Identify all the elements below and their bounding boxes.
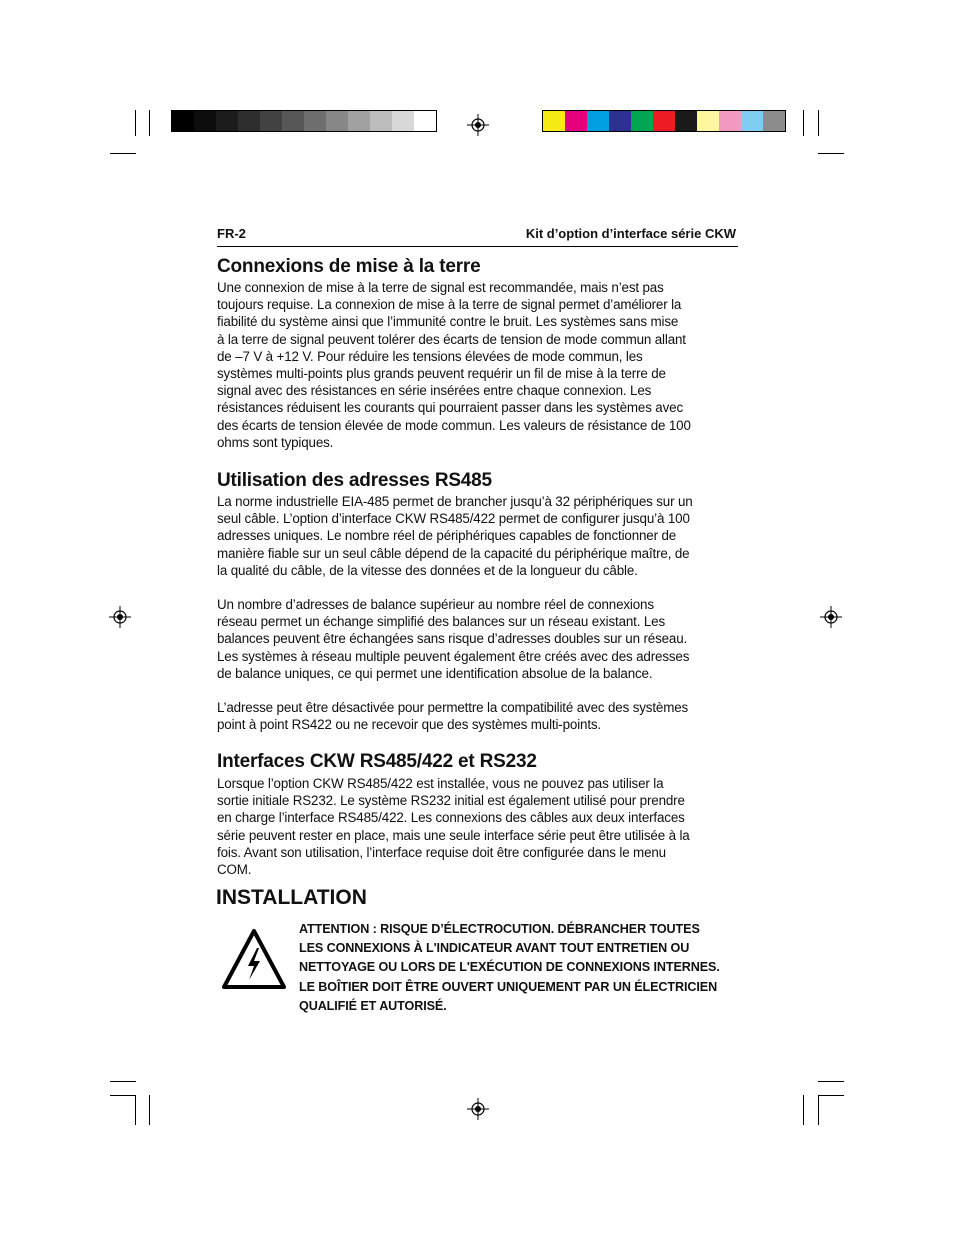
- color-swatch: [565, 111, 587, 131]
- crop-mark: [110, 1095, 136, 1096]
- crop-mark: [818, 1095, 819, 1125]
- color-calibration-strip: [542, 110, 786, 132]
- color-swatch: [172, 111, 194, 131]
- color-swatch: [543, 111, 565, 131]
- color-swatch: [631, 111, 653, 131]
- crop-mark: [818, 1081, 844, 1082]
- color-swatch: [194, 111, 216, 131]
- color-swatch: [260, 111, 282, 131]
- color-swatch: [414, 111, 436, 131]
- color-swatch: [653, 111, 675, 131]
- registration-target-icon: [467, 1098, 489, 1120]
- registration-target-icon: [467, 114, 489, 136]
- paragraph: La norme industrielle EIA-485 permet de brancher jusqu’à 32 périphériques sur un seul câble. L’option d’interface CKW RS485/422 permet de configurer jusqu’à 100 adresses uniques. Le nombre réel de périphériques capables de fonctionner de manière fiable sur un seul câble dépend de la capacité du périphérique maître, de la qualité du câble, de la vitesse des données et de la longueur du câble.: [217, 494, 693, 578]
- installation-title: INSTALLATION: [216, 886, 367, 909]
- color-swatch: [763, 111, 785, 131]
- electrical-warning-text: ATTENTION : RISQUE D’ÉLECTROCUTION. DÉBRANCHER TOUTES LES CONNEXIONS À L'INDICATEUR AVANT TOUT ENTRETIEN OU NETTOYAGE OU LORS DE L'EXÉCUTION DE CONNEXIONS INTERNES. LE BOÎTIER DOIT ÊTRE OUVERT UNIQUEMENT PAR UN ÉLECTRICIEN QUALIFIÉ ET AUTORISÉ.: [299, 922, 720, 1013]
- color-swatch: [304, 111, 326, 131]
- gray-calibration-strip: [171, 110, 437, 132]
- crop-mark: [803, 110, 804, 136]
- paragraph: Lorsque l’option CKW RS485/422 est installée, vous ne pouvez pas utiliser la sortie initiale RS232. Le système RS232 initial est également utilisé pour prendre en charge l’interface RS485/422. Les connexions des câbles aux deux interfaces série peuvent rester en place, mais une seule interface série peut être utilisée à la fois. Avant son utilisation, l’interface requise doit être configurée dans le menu COM.: [217, 776, 690, 878]
- color-swatch: [609, 111, 631, 131]
- crop-mark: [135, 1095, 136, 1125]
- page-number: FR-2: [217, 226, 246, 241]
- running-title: Kit d’option d’interface série CKW: [525, 226, 736, 241]
- page-header: [217, 224, 738, 247]
- color-swatch: [392, 111, 414, 131]
- color-swatch: [587, 111, 609, 131]
- section-title-rs485-addresses: Utilisation des adresses RS485: [217, 470, 492, 491]
- crop-mark: [110, 1081, 136, 1082]
- color-swatch: [326, 111, 348, 131]
- crop-mark: [135, 110, 136, 136]
- color-swatch: [697, 111, 719, 131]
- color-swatch: [348, 111, 370, 131]
- color-swatch: [741, 111, 763, 131]
- color-swatch: [675, 111, 697, 131]
- color-swatch: [282, 111, 304, 131]
- color-swatch: [719, 111, 741, 131]
- registration-target-icon: [109, 606, 131, 628]
- crop-mark: [149, 110, 150, 136]
- paragraph: L’adresse peut être désactivée pour permettre la compatibilité avec des systèmes point à point RS422 ou ne recevoir que des systèmes multi-points.: [217, 700, 689, 733]
- electrical-hazard-icon: [221, 928, 287, 990]
- crop-mark: [818, 153, 844, 154]
- color-swatch: [216, 111, 238, 131]
- crop-mark: [110, 153, 136, 154]
- crop-mark: [818, 1095, 844, 1096]
- registration-target-icon: [820, 606, 842, 628]
- crop-mark: [149, 1095, 150, 1125]
- crop-mark: [818, 110, 819, 136]
- color-swatch: [370, 111, 392, 131]
- paragraph: Une connexion de mise à la terre de signal est recommandée, mais n’est pas toujours requise. La connexion de mise à la terre de signal permet d’améliorer la fiabilité du système ainsi que l’immunité contre le bruit. Les systèmes sans mise à la terre de signal peuvent tolérer des écarts de tension de mode commun allant de –7 V à +12 V. Pour réduire les tensions élevées de mode commun, les systèmes multi-points plus grands peuvent requérir un fil de mise à la terre de signal avec des résistances en série insérées entre chaque connexion. Les résistances réduisent les courants qui pourraient passer dans les systèmes avec des écarts de tension élevée de mode commun. Les valeurs de résistance de 100 ohms sont typiques.: [217, 280, 691, 450]
- paragraph: Un nombre d’adresses de balance supérieur au nombre réel de connexions réseau permet un échange simplifié des balances sur un réseau existant. Les balances peuvent être échangées sans risque d’adresses doubles sur un réseau. Les systèmes à réseau multiple peuvent également être créés avec des adresses de balance uniques, ce qui permet une identification absolue de la balance.: [217, 597, 690, 681]
- crop-mark: [803, 1095, 804, 1125]
- color-swatch: [238, 111, 260, 131]
- section-title-ground: Connexions de mise à la terre: [217, 256, 481, 277]
- section-title-interfaces: Interfaces CKW RS485/422 et RS232: [217, 751, 537, 772]
